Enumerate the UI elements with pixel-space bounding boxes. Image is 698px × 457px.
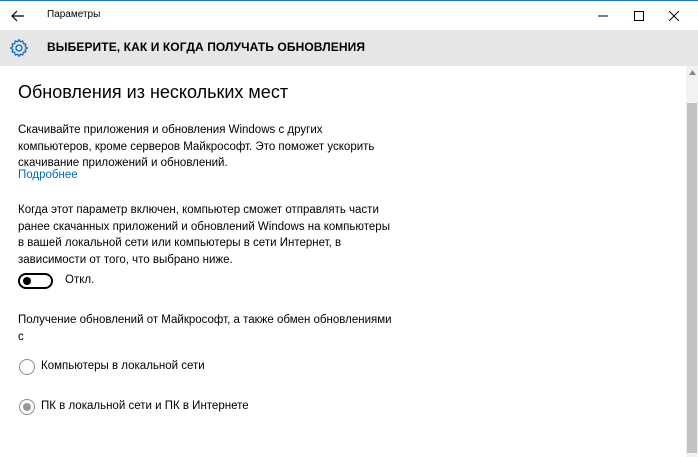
maximize-icon [634, 11, 644, 21]
vertical-scrollbar[interactable] [686, 66, 698, 457]
minimize-icon [598, 11, 608, 21]
section-heading: Обновления из нескольких мест [18, 82, 289, 102]
arrow-left-icon [11, 10, 25, 22]
radio-label: ПК в локальной сети и ПК в Интернете [41, 400, 249, 412]
radio-button-selected[interactable] [19, 399, 35, 415]
page-header [0, 30, 698, 66]
delivery-optimization-toggle-row [18, 271, 218, 293]
page-title: ВЫБЕРИТЕ, КАК И КОГДА ПОЛУЧАТЬ ОБНОВЛЕНИЯ [47, 40, 366, 54]
radio-button[interactable] [19, 359, 35, 375]
description-text: Когда этот параметр включен, компьютер сможет отправлять части ранее скачанных приложений и обновлений Windows на компьютеры в вашей локальной сети или компьютеры в сети Интернет, в зависимости от того, что выбрано ниже. [18, 204, 390, 266]
toggle-knob [23, 277, 31, 285]
scroll-thumb[interactable] [687, 103, 697, 453]
learn-more-link[interactable]: Подробнее [18, 169, 78, 181]
radio-label: Компьютеры в локальной сети [41, 360, 205, 372]
radio-dot [23, 403, 31, 411]
close-icon [669, 11, 679, 21]
option-local-network[interactable] [18, 358, 418, 376]
minimize-button[interactable] [586, 1, 620, 30]
toggle-label: Откл. [65, 274, 95, 286]
window-title: Параметры [47, 9, 101, 20]
intro-text: Скачивайте приложения и обновления Windows с других компьютеров, кроме серверов Майкрософт. Это поможет ускорить скачивание приложений и обновлений. [18, 124, 375, 170]
title-bar [0, 0, 698, 30]
back-button[interactable] [0, 1, 36, 30]
close-button[interactable] [657, 1, 691, 30]
option-local-and-internet[interactable] [18, 398, 418, 416]
chevron-up-icon [689, 70, 696, 75]
gear-icon [9, 38, 29, 58]
scroll-up-button[interactable] [686, 66, 698, 78]
maximize-button[interactable] [622, 1, 656, 30]
source-label: Получение обновлений от Майкрософт, а также обмен обновлениями с [18, 314, 392, 343]
delivery-optimization-toggle[interactable] [18, 273, 53, 289]
